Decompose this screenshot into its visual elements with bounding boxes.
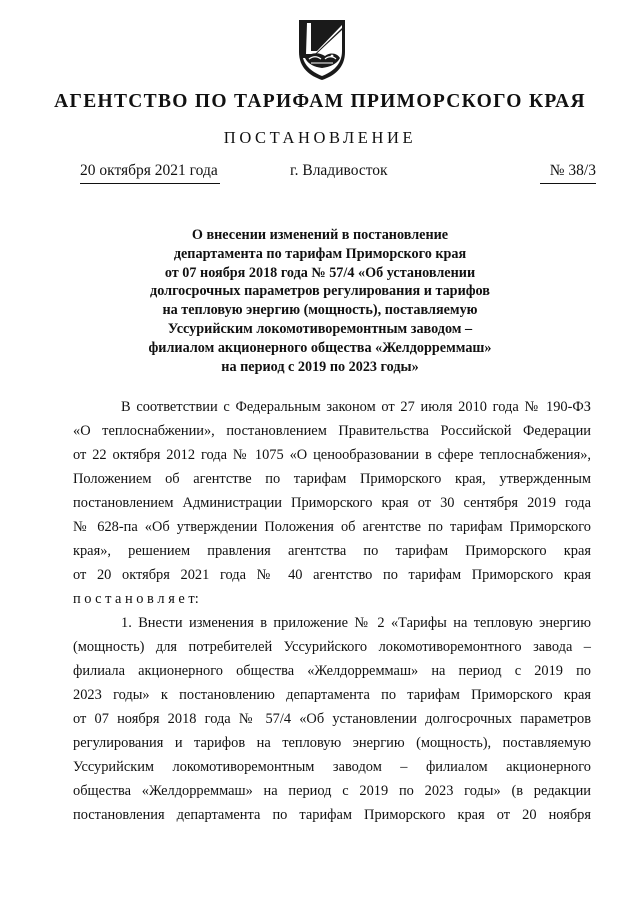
clause-line: (мощность) для потребителей Уссурийского локомотиворемонтного завода – <box>73 639 591 655</box>
preamble-line: края», решением правления агентства по тарифам Приморского края <box>73 543 591 559</box>
clause-line: от 07 ноября 2018 года № 57/4 «Об установлении долгосрочных параметров <box>73 711 591 727</box>
clause-line: филиала акционерного общества «Желдорреммаш» на период с 2019 по <box>73 663 591 679</box>
preamble-line: постановлением Администрации Приморского края от 30 сентября 2019 года <box>73 495 591 511</box>
subject-line: на тепловую энергию (мощность), поставляемую <box>162 302 478 319</box>
document-type: ПОСТАНОВЛЕНИЕ <box>223 128 417 147</box>
preamble-line: «О теплоснабжении», постановлением Правительства Российской Федерации <box>73 423 591 439</box>
preamble-line: Положением об агентстве по тарифам Приморского края, утвержденным <box>73 471 591 487</box>
subject-line: О внесении изменений в постановление <box>191 227 449 243</box>
subject-line: долгосрочных параметров регулирования и тарифов <box>150 283 490 300</box>
subject-line: Уссурийским локомотиворемонтным заводом – <box>167 320 473 337</box>
subject-line: от 07 ноября 2018 года № 57/4 «Об установлении <box>164 264 476 281</box>
document-subject <box>120 226 520 376</box>
clause-line: 1. Внести изменения в приложение № 2 «Тарифы на тепловую энергию <box>121 615 591 631</box>
clause-line: общества «Желдорреммаш» на период с 2019 по 2023 годы» (в редакции <box>73 783 591 799</box>
document-city: г. Владивосток <box>290 162 388 179</box>
document-body <box>73 395 591 827</box>
preamble-line: от 20 октября 2021 года № 40 агентство по тарифам Приморского края <box>73 567 591 583</box>
subject-line: на период с 2019 по 2023 годы» <box>221 358 419 375</box>
clause-line: 2023 годы» к постановлению департамента по тарифам Приморского края <box>73 687 591 703</box>
clause-line: регулирования и тарифов на тепловую энергию (мощность), поставляемую <box>73 735 591 751</box>
clause-line: постановления департамента по тарифам Приморского края от 20 ноября <box>73 807 591 823</box>
preamble-line: от 22 октября 2012 года № 1075 «О ценообразовании в сфере теплоснабжения», <box>73 447 591 463</box>
subject-line: филиалом акционерного общества «Желдорреммаш» <box>148 339 492 356</box>
resolves-line: п о с т а н о в л я е т: <box>73 591 199 607</box>
preamble-line: В соответствии с Федеральным законом от 27 июля 2010 года № 190-ФЗ <box>121 399 591 415</box>
preamble-line: № 628-па «Об утверждении Положения об агентстве по тарифам Приморского <box>73 519 591 535</box>
subject-line: департамента по тарифам Приморского края <box>173 245 467 262</box>
primorsky-krai-coat-of-arms-icon <box>297 18 347 82</box>
clause-line: Уссурийским локомотиворемонтным заводом – филиалом акционерного <box>73 759 591 775</box>
agency-name: АГЕНТСТВО ПО ТАРИФАМ ПРИМОРСКОГО КРАЯ <box>54 91 586 112</box>
document-number: № 38/3 <box>540 162 596 184</box>
document-date: 20 октября 2021 года <box>80 162 220 184</box>
